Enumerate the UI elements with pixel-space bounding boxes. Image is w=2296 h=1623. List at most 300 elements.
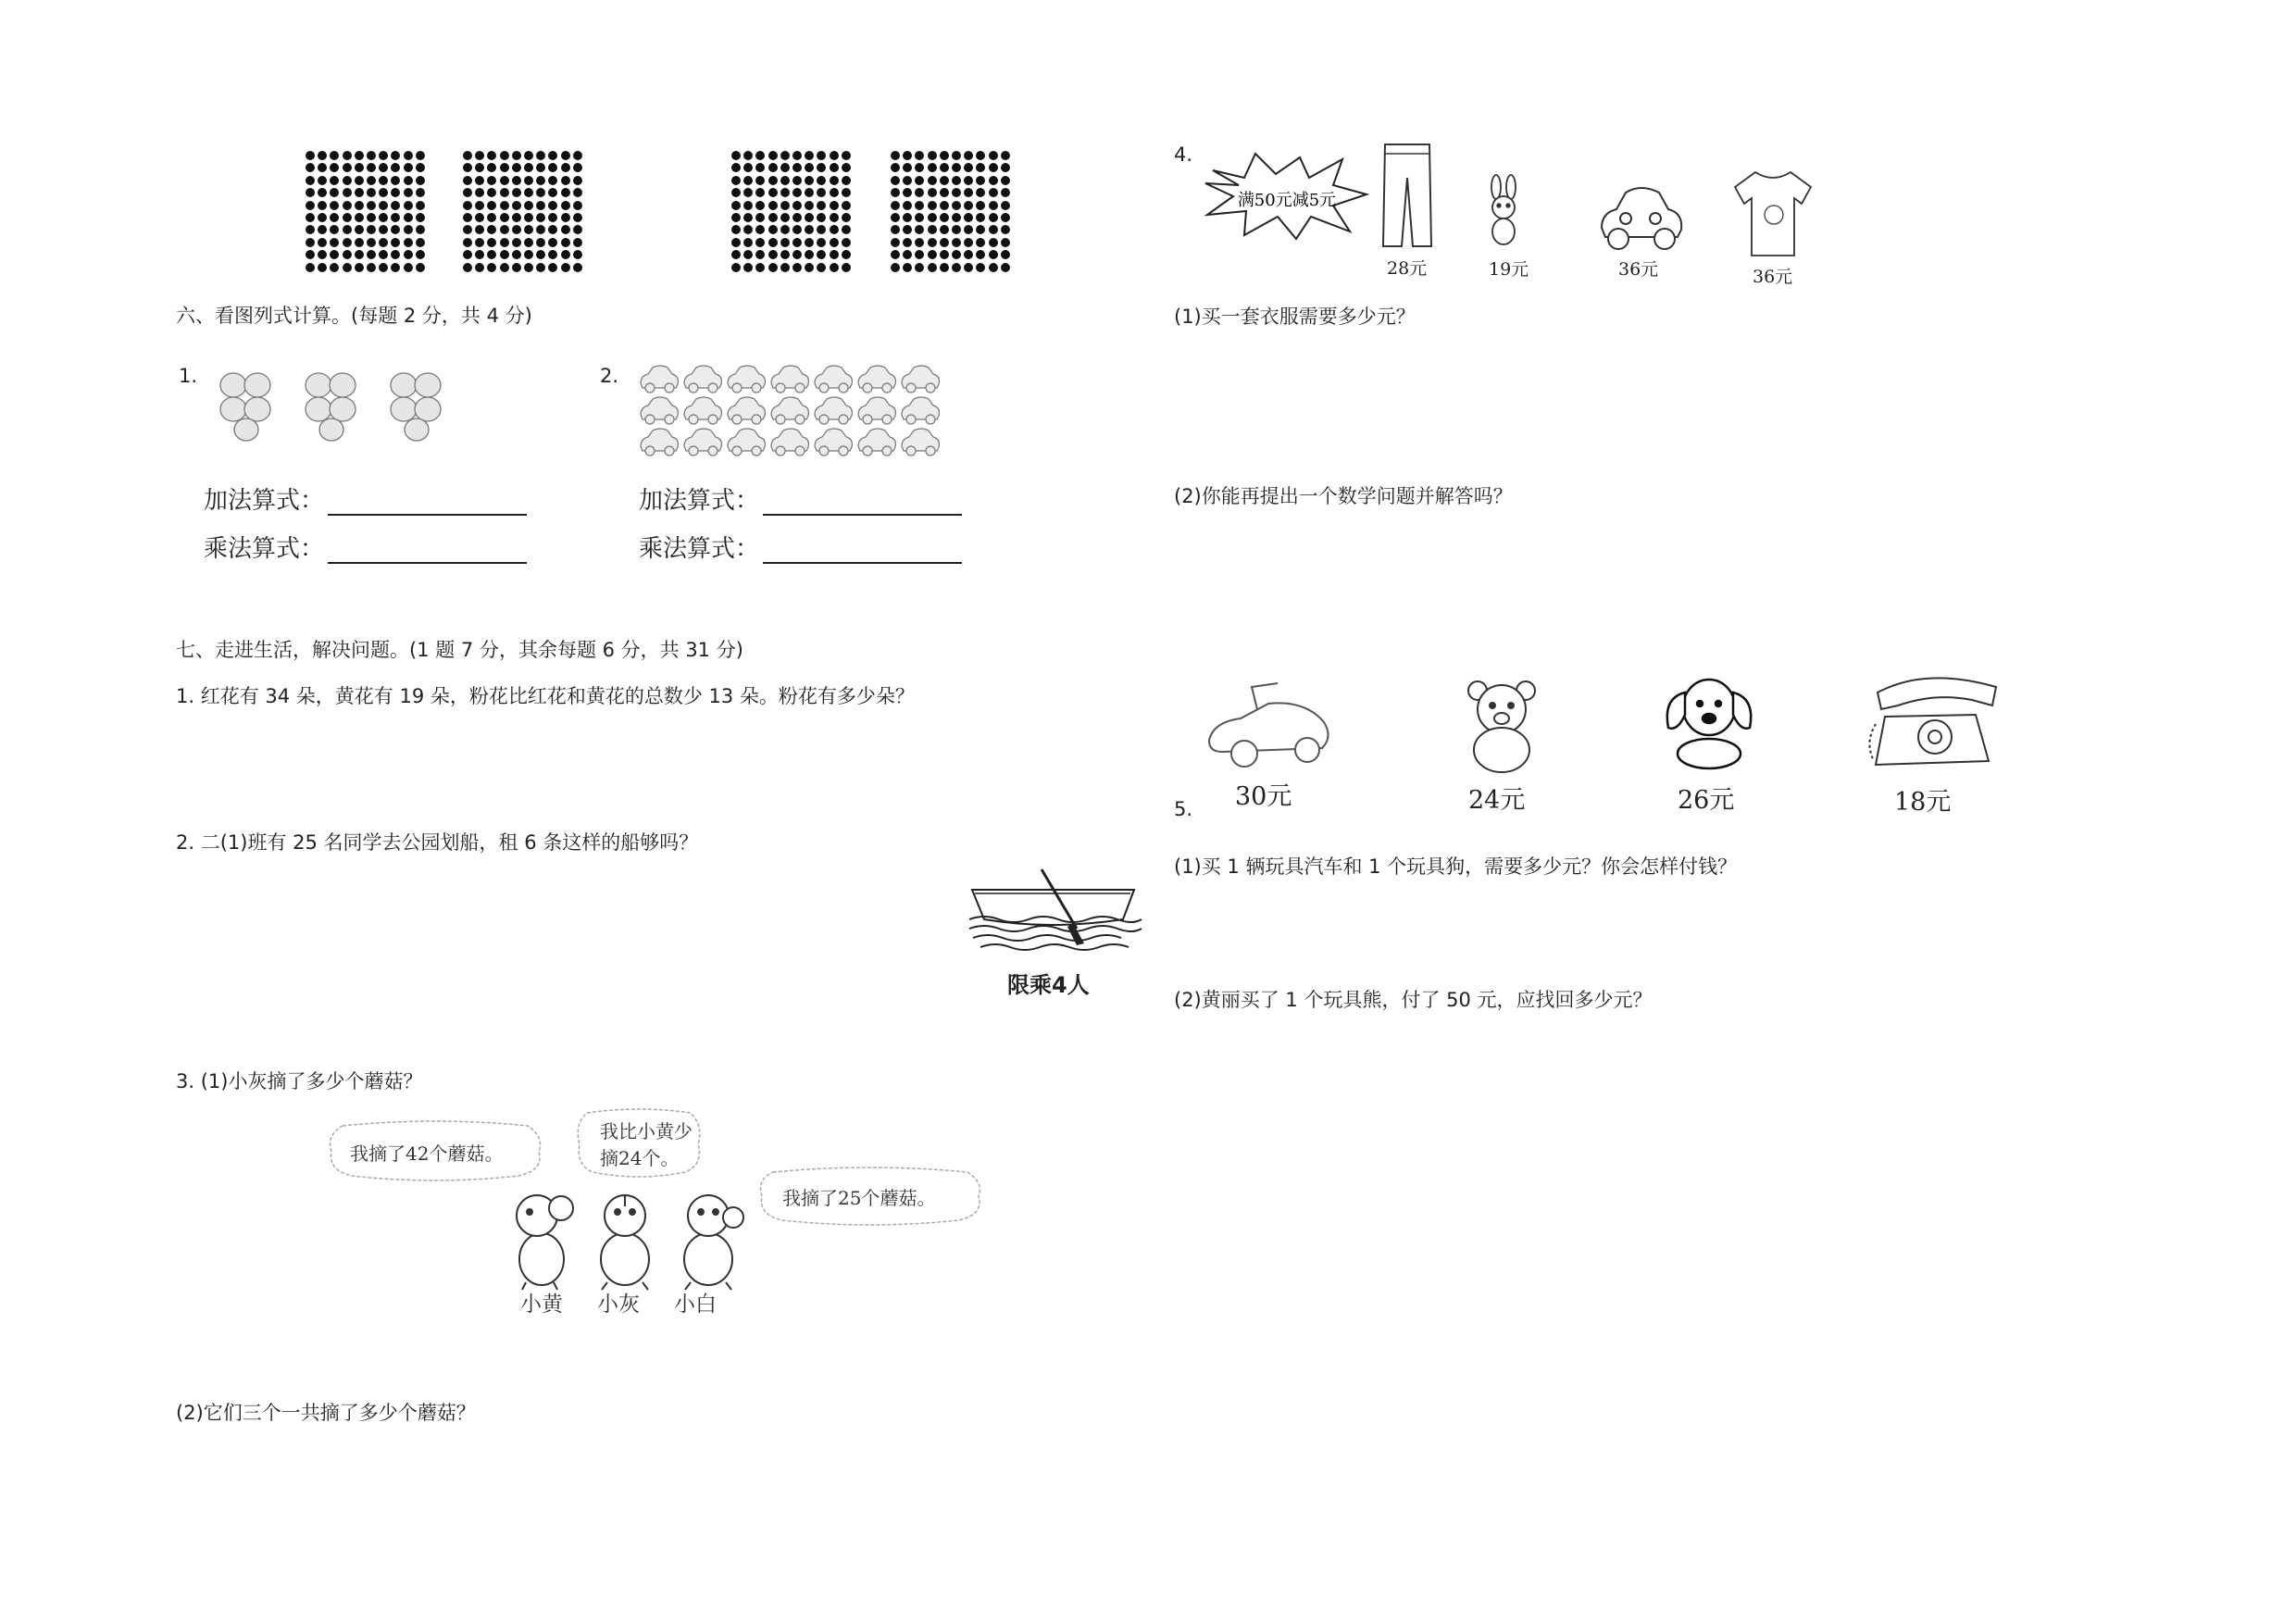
dot bbox=[768, 225, 778, 234]
dot bbox=[463, 188, 472, 197]
dot bbox=[548, 163, 557, 172]
dot bbox=[379, 225, 388, 234]
dot bbox=[1001, 201, 1010, 210]
dot bbox=[805, 238, 814, 247]
dot bbox=[952, 263, 961, 272]
dot bbox=[475, 201, 484, 210]
dot bbox=[536, 225, 545, 234]
dot bbox=[416, 163, 425, 172]
dot bbox=[805, 176, 814, 185]
dot bbox=[755, 188, 765, 197]
small-car-icon bbox=[641, 397, 678, 424]
section6-heading: 六、看图列式计算。(每题 2 分，共 4 分) bbox=[176, 305, 532, 327]
dot bbox=[1001, 263, 1010, 272]
dot bbox=[500, 176, 509, 185]
dot bbox=[964, 201, 973, 210]
dot-grid-1 bbox=[306, 151, 425, 272]
dot bbox=[536, 250, 545, 259]
dot bbox=[318, 201, 327, 210]
dot bbox=[379, 213, 388, 222]
dot bbox=[755, 213, 765, 222]
dot bbox=[731, 151, 741, 160]
dot bbox=[343, 238, 352, 247]
dot bbox=[928, 263, 937, 272]
dot bbox=[318, 238, 327, 247]
dot bbox=[475, 188, 484, 197]
dot bbox=[792, 213, 802, 222]
dot bbox=[842, 238, 851, 247]
dot bbox=[952, 163, 961, 172]
chipmunk-xiaobai bbox=[684, 1195, 743, 1290]
dot bbox=[780, 176, 790, 185]
jeans-image bbox=[1379, 141, 1435, 250]
ride-on-car-price: 30元 bbox=[1235, 782, 1292, 811]
small-car-icon bbox=[641, 429, 678, 456]
dot bbox=[355, 225, 364, 234]
dot bbox=[487, 225, 496, 234]
dot bbox=[830, 238, 839, 247]
dot bbox=[379, 201, 388, 210]
dot bbox=[903, 225, 912, 234]
dot bbox=[306, 225, 315, 234]
q2-multiplication-row bbox=[639, 530, 962, 564]
dot bbox=[548, 151, 557, 160]
addition-answer-blank[interactable] bbox=[763, 493, 962, 516]
dot bbox=[512, 250, 521, 259]
dot bbox=[915, 225, 924, 234]
dot bbox=[903, 151, 912, 160]
dot bbox=[379, 163, 388, 172]
dot bbox=[964, 225, 973, 234]
dot bbox=[500, 188, 509, 197]
dot bbox=[891, 188, 900, 197]
dot bbox=[318, 225, 327, 234]
dot bbox=[330, 225, 339, 234]
dot bbox=[780, 201, 790, 210]
small-car-icon bbox=[771, 429, 808, 456]
dot bbox=[768, 188, 778, 197]
dot bbox=[903, 213, 912, 222]
dot bbox=[915, 250, 924, 259]
dot bbox=[915, 238, 924, 247]
chipmunk-xiaohui bbox=[601, 1195, 649, 1290]
dot bbox=[842, 201, 851, 210]
dot bbox=[743, 238, 753, 247]
small-car-icon bbox=[902, 397, 939, 424]
dot bbox=[842, 151, 851, 160]
dot bbox=[548, 213, 557, 222]
dot bbox=[817, 176, 826, 185]
dot bbox=[306, 238, 315, 247]
dot bbox=[548, 250, 557, 259]
dot bbox=[743, 213, 753, 222]
dot bbox=[768, 238, 778, 247]
dot bbox=[500, 151, 509, 160]
strawberry-groups-image bbox=[213, 361, 454, 444]
dot bbox=[330, 250, 339, 259]
dot bbox=[940, 163, 949, 172]
dot bbox=[743, 263, 753, 272]
strawberry-group-2 bbox=[306, 373, 356, 441]
dot bbox=[524, 151, 533, 160]
dot bbox=[355, 163, 364, 172]
dot bbox=[416, 225, 425, 234]
dot bbox=[964, 238, 973, 247]
dot bbox=[404, 213, 413, 222]
ride-on-car-image bbox=[1204, 676, 1333, 772]
multiplication-answer-blank[interactable] bbox=[763, 542, 962, 564]
dot bbox=[463, 238, 472, 247]
dot bbox=[306, 263, 315, 272]
small-car-icon bbox=[684, 397, 721, 424]
dot bbox=[805, 250, 814, 259]
dot bbox=[743, 151, 753, 160]
dot bbox=[952, 213, 961, 222]
multiplication-label: 乘法算式： bbox=[204, 535, 325, 563]
dot bbox=[548, 225, 557, 234]
dot-grid-2 bbox=[463, 151, 582, 272]
small-car-icon bbox=[771, 366, 808, 393]
dot bbox=[842, 163, 851, 172]
dot bbox=[536, 263, 545, 272]
dot bbox=[573, 238, 582, 247]
dot bbox=[792, 225, 802, 234]
dot bbox=[379, 263, 388, 272]
dot bbox=[1001, 151, 1010, 160]
dot bbox=[524, 250, 533, 259]
dot bbox=[989, 163, 998, 172]
section7-q2: 2. 二(1)班有 25 名同学去公园划船，租 6 条这样的船够吗？ bbox=[176, 831, 699, 854]
dot bbox=[330, 163, 339, 172]
dot bbox=[512, 188, 521, 197]
dot bbox=[903, 176, 912, 185]
dot bbox=[343, 250, 352, 259]
dot bbox=[343, 176, 352, 185]
dot bbox=[755, 225, 765, 234]
dot bbox=[817, 163, 826, 172]
dot bbox=[391, 263, 400, 272]
dot bbox=[475, 238, 484, 247]
dot bbox=[463, 263, 472, 272]
dot bbox=[743, 225, 753, 234]
dot bbox=[367, 250, 376, 259]
dot bbox=[743, 188, 753, 197]
dot bbox=[391, 188, 400, 197]
dot bbox=[817, 151, 826, 160]
toy-dog-price: 26元 bbox=[1678, 786, 1735, 815]
dot bbox=[391, 176, 400, 185]
dot bbox=[487, 163, 496, 172]
dot bbox=[940, 176, 949, 185]
dot bbox=[561, 263, 570, 272]
dot bbox=[330, 263, 339, 272]
dot bbox=[367, 225, 376, 234]
dot bbox=[391, 213, 400, 222]
dot bbox=[404, 151, 413, 160]
dot bbox=[404, 238, 413, 247]
dot bbox=[463, 213, 472, 222]
dot bbox=[989, 225, 998, 234]
dot bbox=[500, 238, 509, 247]
dot bbox=[573, 188, 582, 197]
dot bbox=[379, 176, 388, 185]
dot bbox=[391, 250, 400, 259]
dot bbox=[891, 238, 900, 247]
dot bbox=[915, 151, 924, 160]
dot bbox=[755, 238, 765, 247]
dot bbox=[573, 151, 582, 160]
small-car-icon bbox=[728, 366, 765, 393]
dot bbox=[487, 176, 496, 185]
dot bbox=[536, 213, 545, 222]
dot bbox=[524, 238, 533, 247]
dot bbox=[731, 201, 741, 210]
dot bbox=[343, 263, 352, 272]
tshirt-image bbox=[1733, 167, 1813, 259]
dot bbox=[416, 188, 425, 197]
dot bbox=[989, 238, 998, 247]
dot bbox=[817, 188, 826, 197]
dot bbox=[903, 238, 912, 247]
teddy-bear-price: 24元 bbox=[1468, 786, 1526, 815]
dot bbox=[989, 151, 998, 160]
section7-q1: 1. 红花有 34 朵，黄花有 19 朵，粉花比红花和黄花的总数少 13 朵。粉花有多少朵？ bbox=[176, 685, 915, 707]
dot bbox=[817, 213, 826, 222]
dot bbox=[755, 263, 765, 272]
dot bbox=[391, 163, 400, 172]
dot bbox=[989, 263, 998, 272]
toy-cars-grid-image bbox=[637, 363, 948, 459]
dot bbox=[805, 201, 814, 210]
section6-q2-number: 2. bbox=[600, 365, 619, 387]
dot bbox=[367, 263, 376, 272]
dot bbox=[743, 250, 753, 259]
dot bbox=[891, 176, 900, 185]
bubble-left-text: 我摘了42个蘑菇。 bbox=[350, 1142, 504, 1165]
dot bbox=[548, 201, 557, 210]
dot bbox=[792, 250, 802, 259]
dot bbox=[524, 188, 533, 197]
dot bbox=[512, 176, 521, 185]
dot bbox=[780, 250, 790, 259]
dot bbox=[830, 188, 839, 197]
dot bbox=[805, 225, 814, 234]
boat-capacity-caption: 限乘4人 bbox=[1007, 972, 1090, 998]
dot bbox=[842, 188, 851, 197]
dot bbox=[379, 238, 388, 247]
small-car-icon bbox=[902, 429, 939, 456]
dot bbox=[780, 188, 790, 197]
addition-answer-blank[interactable] bbox=[328, 493, 527, 516]
dot bbox=[989, 201, 998, 210]
dot bbox=[768, 176, 778, 185]
dot bbox=[891, 151, 900, 160]
q4-number: 4. bbox=[1174, 144, 1193, 166]
dot bbox=[940, 263, 949, 272]
dot bbox=[306, 213, 315, 222]
dot bbox=[903, 201, 912, 210]
dot bbox=[475, 163, 484, 172]
dot bbox=[780, 263, 790, 272]
dot bbox=[536, 201, 545, 210]
dot bbox=[817, 250, 826, 259]
name-label-xiaohuang: 小黄 bbox=[520, 1292, 563, 1317]
dot bbox=[355, 250, 364, 259]
dot bbox=[976, 238, 985, 247]
dot bbox=[573, 176, 582, 185]
dot bbox=[755, 151, 765, 160]
dot bbox=[743, 201, 753, 210]
small-car-icon bbox=[858, 429, 895, 456]
multiplication-answer-blank[interactable] bbox=[328, 542, 527, 564]
dot bbox=[524, 201, 533, 210]
dot bbox=[964, 163, 973, 172]
dot bbox=[318, 188, 327, 197]
section6-q1-number: 1. bbox=[179, 365, 198, 387]
dot bbox=[928, 201, 937, 210]
dot bbox=[743, 163, 753, 172]
dot bbox=[915, 188, 924, 197]
addition-label: 加法算式： bbox=[639, 487, 760, 515]
dot bbox=[367, 188, 376, 197]
dot bbox=[343, 188, 352, 197]
dot bbox=[792, 263, 802, 272]
dot bbox=[500, 201, 509, 210]
strawberry-group-1 bbox=[220, 373, 270, 441]
promo-starburst bbox=[1204, 150, 1370, 243]
dot bbox=[928, 188, 937, 197]
dot bbox=[928, 163, 937, 172]
dot bbox=[573, 263, 582, 272]
dot bbox=[830, 176, 839, 185]
dot bbox=[891, 213, 900, 222]
dot bbox=[952, 188, 961, 197]
small-car-icon bbox=[858, 366, 895, 393]
dot bbox=[915, 176, 924, 185]
dot bbox=[512, 151, 521, 160]
rabbit-toy-image bbox=[1479, 174, 1528, 250]
dot bbox=[891, 201, 900, 210]
dot bbox=[512, 225, 521, 234]
dot bbox=[416, 250, 425, 259]
dot bbox=[475, 213, 484, 222]
dot bbox=[536, 238, 545, 247]
dot bbox=[330, 201, 339, 210]
dot bbox=[915, 263, 924, 272]
dot bbox=[404, 188, 413, 197]
dot bbox=[536, 151, 545, 160]
dot bbox=[487, 151, 496, 160]
dot bbox=[731, 250, 741, 259]
dot bbox=[830, 250, 839, 259]
dot bbox=[306, 151, 315, 160]
dot bbox=[1001, 188, 1010, 197]
dot bbox=[891, 250, 900, 259]
small-car-icon bbox=[858, 397, 895, 424]
bubble-middle-line1: 我比小黄少 bbox=[600, 1120, 693, 1142]
dot bbox=[404, 201, 413, 210]
dot bbox=[330, 151, 339, 160]
dot bbox=[964, 188, 973, 197]
section7-q3-part1: 3. (1)小灰摘了多少个蘑菇？ bbox=[176, 1070, 423, 1092]
q5-number: 5. bbox=[1174, 798, 1193, 820]
dot bbox=[940, 151, 949, 160]
dot bbox=[952, 151, 961, 160]
dot bbox=[830, 213, 839, 222]
dot bbox=[1001, 213, 1010, 222]
name-label-xiaohui: 小灰 bbox=[597, 1292, 640, 1317]
dot bbox=[487, 201, 496, 210]
chipmunks-image bbox=[500, 1180, 750, 1292]
dot bbox=[463, 225, 472, 234]
dot bbox=[755, 176, 765, 185]
dot bbox=[805, 151, 814, 160]
section7-q3-part2: (2)它们三个一共摘了多少个蘑菇？ bbox=[176, 1402, 476, 1424]
speech-bubble-left bbox=[324, 1118, 546, 1185]
dot bbox=[755, 163, 765, 172]
dot bbox=[524, 263, 533, 272]
jeans-price: 28元 bbox=[1387, 258, 1428, 279]
dot bbox=[487, 263, 496, 272]
dot bbox=[391, 151, 400, 160]
dot bbox=[830, 201, 839, 210]
dot bbox=[343, 163, 352, 172]
dot bbox=[903, 163, 912, 172]
dot bbox=[355, 263, 364, 272]
dot bbox=[404, 263, 413, 272]
dot bbox=[343, 225, 352, 234]
q1-addition-row bbox=[204, 481, 527, 516]
q5-sub1: (1)买 1 辆玩具汽车和 1 个玩具狗，需要多少元？你会怎样付钱？ bbox=[1174, 855, 1738, 878]
dot-grid-4 bbox=[891, 151, 1010, 272]
dot bbox=[792, 176, 802, 185]
dot bbox=[731, 225, 741, 234]
dot bbox=[964, 263, 973, 272]
dot bbox=[755, 201, 765, 210]
dot bbox=[952, 176, 961, 185]
dot bbox=[524, 176, 533, 185]
dot bbox=[928, 238, 937, 247]
dot bbox=[976, 188, 985, 197]
dot bbox=[842, 225, 851, 234]
dot bbox=[928, 213, 937, 222]
dot bbox=[475, 176, 484, 185]
dot bbox=[573, 225, 582, 234]
dot bbox=[731, 213, 741, 222]
dot bbox=[792, 238, 802, 247]
dot bbox=[755, 250, 765, 259]
dot bbox=[1001, 250, 1010, 259]
dot bbox=[391, 238, 400, 247]
dot bbox=[1001, 163, 1010, 172]
dot bbox=[928, 225, 937, 234]
dot bbox=[355, 238, 364, 247]
dot bbox=[976, 201, 985, 210]
toy-car-image bbox=[1594, 181, 1687, 254]
bubble-right-text: 我摘了25个蘑菇。 bbox=[782, 1187, 936, 1209]
dot bbox=[404, 163, 413, 172]
dot bbox=[573, 163, 582, 172]
dot bbox=[330, 238, 339, 247]
toy-dog-image bbox=[1657, 670, 1759, 772]
dot bbox=[379, 188, 388, 197]
dot bbox=[830, 151, 839, 160]
dot bbox=[306, 163, 315, 172]
q4-sub1: (1)买一套衣服需要多少元？ bbox=[1174, 306, 1416, 328]
dot bbox=[512, 213, 521, 222]
dot bbox=[1001, 225, 1010, 234]
dot bbox=[416, 238, 425, 247]
